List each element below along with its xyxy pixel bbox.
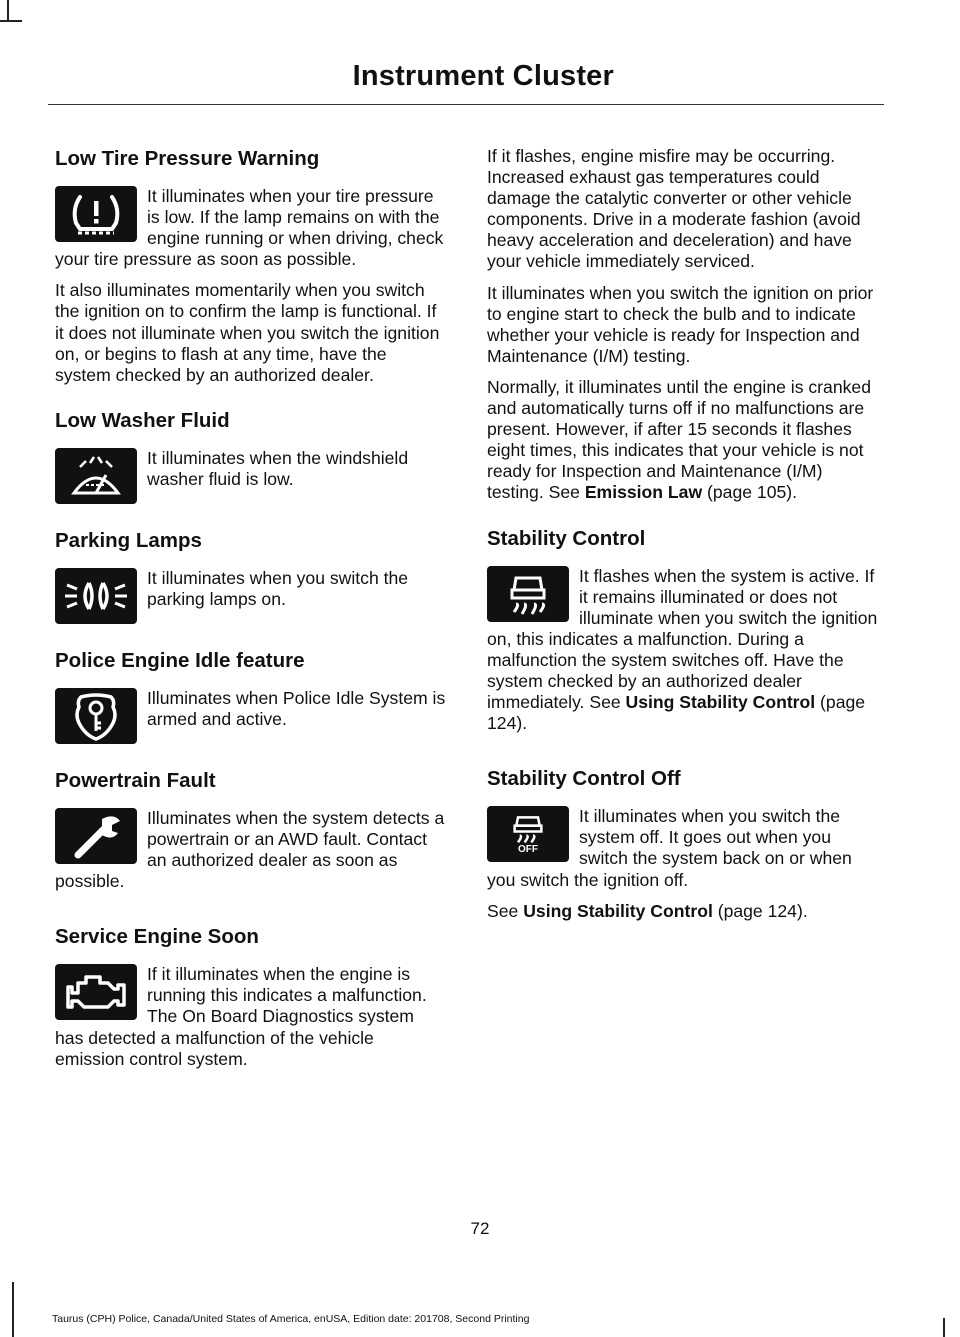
page-number: 72	[470, 1219, 490, 1238]
page-reference: (page 124).	[712, 900, 808, 921]
paragraph: It illuminates when you switch the system off. It goes out when you switch the system back on or when you switch the ignition off.	[487, 806, 852, 890]
paragraph	[487, 901, 879, 922]
stability-control-icon	[487, 566, 569, 622]
left-column	[55, 146, 447, 1102]
section-low-tire-pressure	[55, 146, 447, 386]
off-label: OFF	[518, 843, 538, 855]
crop-mark	[12, 1282, 14, 1337]
section-heading: Service Engine Soon	[55, 925, 259, 949]
paragraph-text: See	[487, 900, 524, 921]
paragraph: It illuminates when you switch the ignition on prior to engine start to check the bulb and to indicate whether your vehicle is ready for Inspection and Maintenance (I/M) testing.	[487, 282, 874, 366]
page-reference: (page 105).	[702, 482, 798, 503]
paragraph: Illuminates when the system detects a powertrain or an AWD fault. Contact an authorized dealer as soon as possible.	[55, 807, 445, 892]
section-service-engine-soon	[55, 924, 447, 1079]
paragraph: It illuminates when the windshield washer fluid is low.	[147, 447, 409, 489]
section-heading: Low Tire Pressure Warning	[55, 147, 320, 170]
paragraph-text: It flashes when the system is active. If it remains illuminated or does not illuminate when you switch the ignition on, this indicates a malfunction. During a malfunction the system switches off. Have the system checked by an authorized dealer immediately. See	[487, 565, 878, 713]
section-heading: Stability Control Off	[487, 767, 681, 791]
footer-edition-info: Taurus (CPH) Police, Canada/United States of America, enUSA, Edition date: 201708, Second Printing	[52, 1313, 530, 1325]
paragraph: It illuminates when your tire pressure is low. If the lamp remains on with the engine running or when driving, check your tire pressure as soon as possible.	[55, 186, 444, 270]
paragraph-text: Normally, it illuminates until the engine is cranked and automatically turns off if no malfunctions are present. However, if after 15 seconds it flashes eight times, this indicates that your vehicle is not ready for Inspection and Maintenance (I/M) testing. See	[487, 376, 871, 503]
section-stability-control-off	[487, 766, 879, 921]
crop-mark	[7, 0, 9, 22]
stability-control-off-icon	[487, 806, 569, 862]
section-heading: Powertrain Fault	[55, 768, 216, 792]
page-title: Instrument Cluster	[352, 60, 614, 92]
section-parking-lamps	[55, 528, 447, 626]
cross-reference-link[interactable]: Using Stability Control	[523, 900, 713, 921]
page-reference: (page 124).	[487, 692, 866, 734]
crop-mark	[0, 20, 22, 22]
cross-reference-link[interactable]: Using Stability Control	[625, 692, 816, 713]
paragraph: If it flashes, engine misfire may be occurring. Increased exhaust gas temperatures could damage the catalytic converter or other vehicle components. Drive in a moderate fashion (avoid heavy acceleration and deceleration) and have your vehicle immediately serviced.	[487, 146, 861, 272]
section-heading: Low Washer Fluid	[55, 408, 230, 432]
header-divider	[48, 104, 884, 105]
paragraph: It illuminates when you switch the parking lamps on.	[147, 567, 409, 609]
cross-reference-link[interactable]: Emission Law	[584, 482, 703, 503]
section-heading: Stability Control	[487, 526, 646, 550]
section-heading: Police Engine Idle feature	[55, 648, 305, 672]
parking-lamps-icon	[55, 568, 137, 624]
tire-pressure-warning-icon	[55, 186, 137, 242]
section-service-engine-soon-continued	[487, 146, 879, 504]
section-stability-control	[487, 526, 879, 745]
section-low-washer-fluid	[55, 408, 447, 506]
section-heading: Parking Lamps	[55, 528, 202, 552]
wrench-icon	[55, 808, 137, 864]
police-idle-shield-key-icon	[55, 688, 137, 744]
crop-mark	[943, 1318, 945, 1337]
check-engine-icon	[55, 964, 137, 1020]
paragraph	[487, 377, 879, 504]
washer-fluid-icon	[55, 448, 137, 504]
right-column	[487, 146, 879, 944]
paragraph: It also illuminates momentarily when you switch the ignition on to confirm the lamp is functional. If it does not illuminate when you switch the ignition on, or begins to flash at any time, have the system checked by an authorized dealer.	[55, 280, 440, 385]
section-police-idle	[55, 648, 447, 746]
section-powertrain-fault	[55, 768, 447, 902]
paragraph: If it illuminates when the engine is running this indicates a malfunction. The On Board Diagnostics system has detected a malfunction of the vehicle emission control system.	[55, 964, 427, 1069]
paragraph: Illuminates when Police Idle System is armed and active.	[147, 687, 446, 729]
